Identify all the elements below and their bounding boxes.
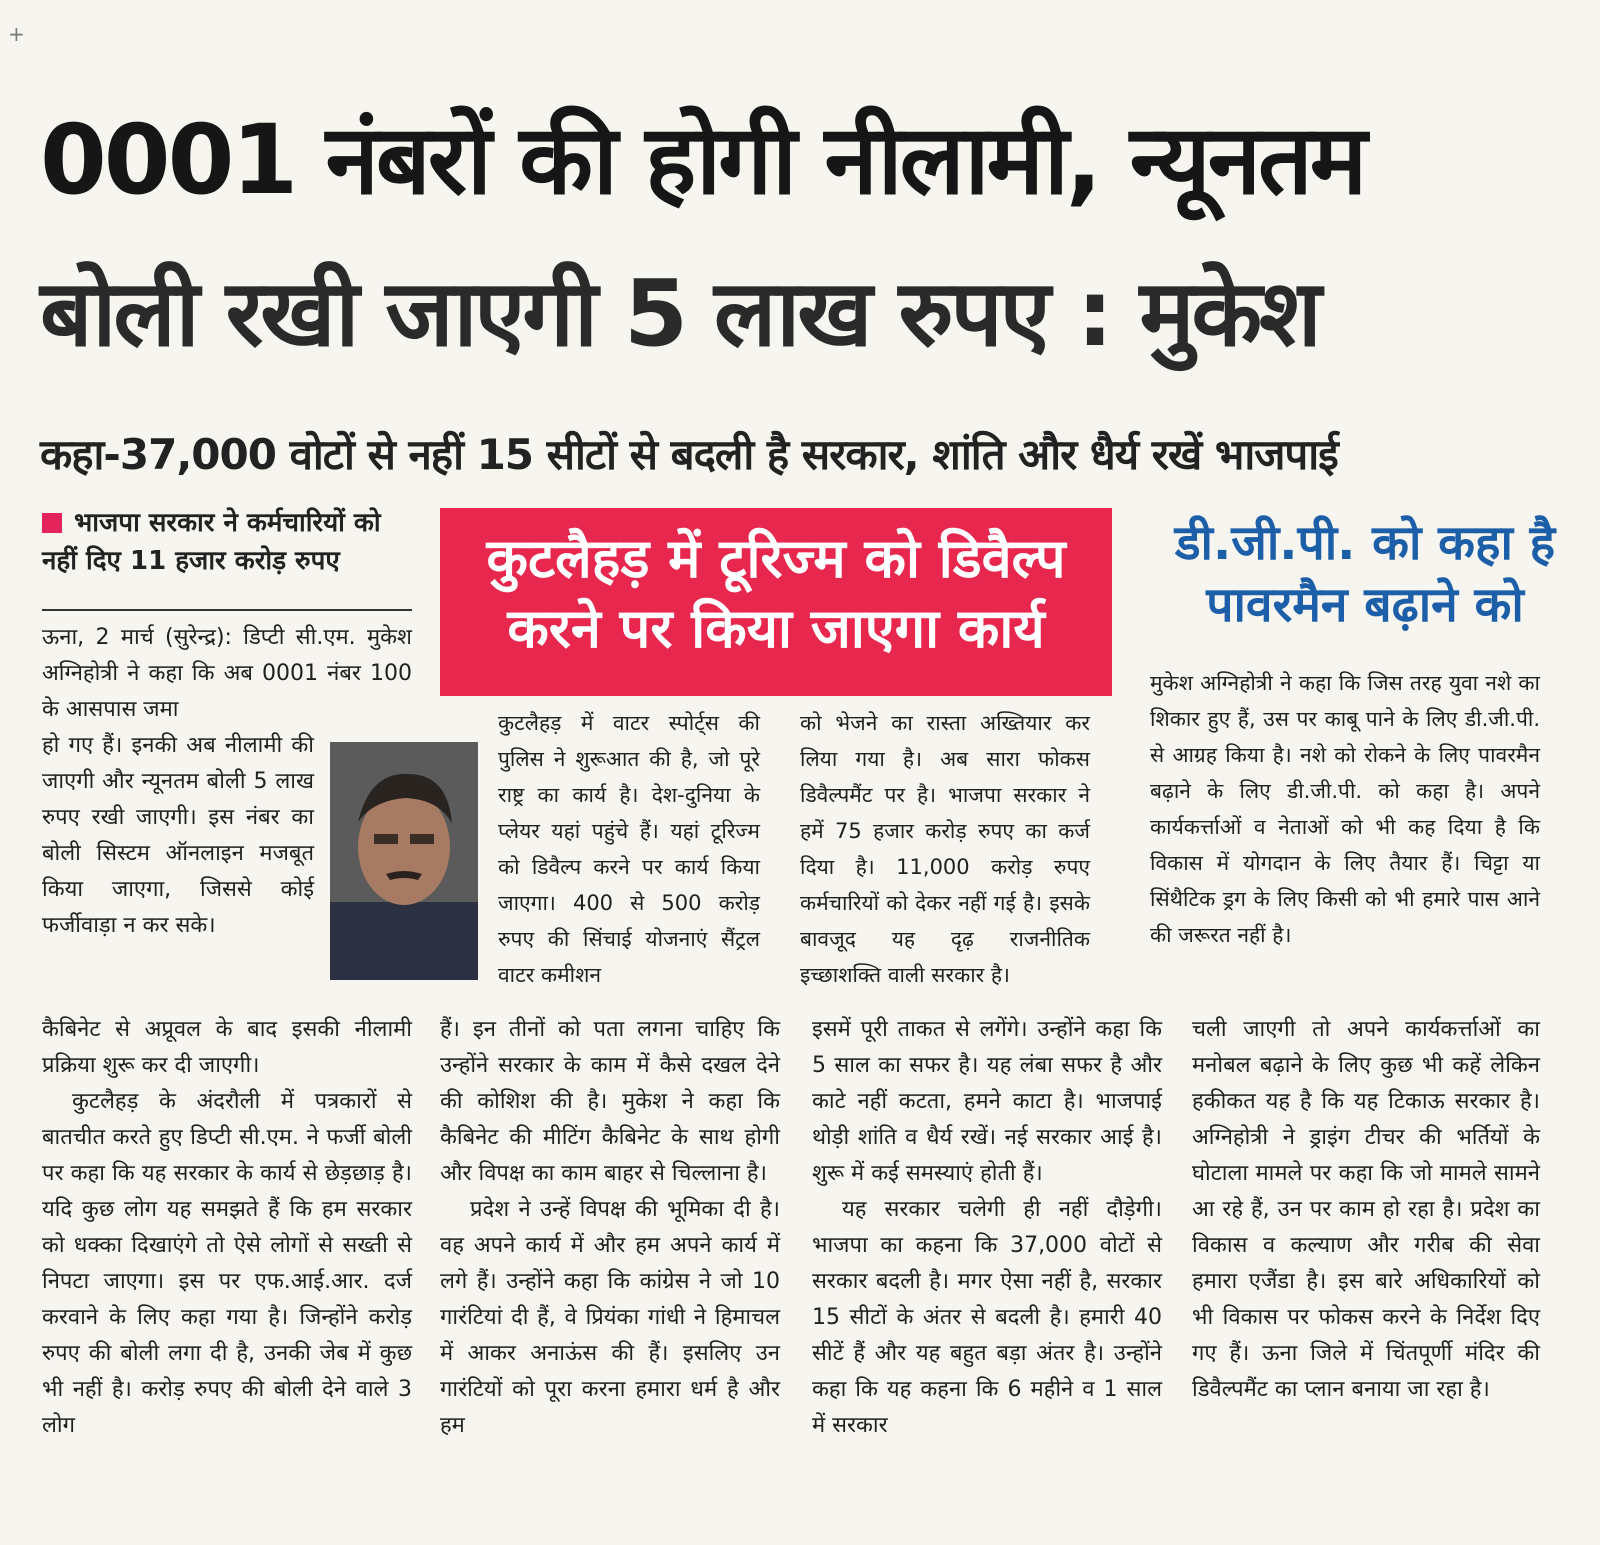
column-2-paragraph-2: प्रदेश ने उन्हें विपक्ष की भूमिका दी है। वह अपने कार्य में और हम अपने कार्य में लगे हैं। उन्होंने कहा कि कांग्रेस ने जो 10 गारंटियां दी हैं, वे प्रियंका गांधी ने हिमाचल में आकर अनाऊंस की हैं। इसलिए उन गारंटियों को पूरा करना हमारा धर्म है और हम [440, 1197, 780, 1438]
body-column-4 [1192, 1012, 1540, 1408]
side-column: मुकेश अग्निहोत्री ने कहा कि जिस तरह युवा नशे का शिकार हुए हैं, उस पर काबू पाने के लिए डी.जी.पी. से आग्रह किया है। नशे को रोकने के लिए पावरमैन बढ़ाने के लिए डी.जी.पी. को कहा है। अपने कार्यकर्त्ताओं व नेताओं को भी कह दिया है कि विकास में योगदान के लिए तैयार हैं। चिट्टा या सिंथैटिक ड्रग के लिए किसी को भी हमारे पास आने की जरूरत नहीं है। [1150, 671, 1540, 947]
column-3-paragraph-1: इसमें पूरी ताकत से लगेंगे। उन्होंने कहा कि 5 साल का सफर है। यह लंबा सफर है और काटे नहीं कटता, हमने काटा है। भाजपाई थोड़ी शांति व धैर्य रखें। नई सरकार आई है। शुरू में कई समस्याएं होती हैं। [812, 1017, 1162, 1186]
column-1-paragraph-2: कुटलैहड़ के अंदरौली में पत्रकारों से बातचीत करते हुए डिप्टी सी.एम. ने फर्जी बोली पर कहा कि यह सरकार के कार्य से छेड़छाड़ है। यदि कुछ लोग यह समझते हैं कि हम सरकार को धक्का दिखाएंगे तो ऐसे लोगों से सख्ती से निपटा जाएगा। इस पर एफ.आई.आर. दर्ज करवाने के लिए कहा गया है। जिन्होंने करोड़ रुपए की बोली लगा दी है, उनकी जेब में कुछ भी नहीं है। करोड़ रुपए की बोली देने वाले 3 लोग [42, 1089, 412, 1438]
column-3-paragraph-2: यह सरकार चलेगी ही नहीं दौड़ेगी। भाजपा का कहना कि 37,000 वोटों से सरकार बदली है। मगर ऐसा नहीं है, सरकार 15 सीटों के अंतर से बदली है। हमारी 40 सीटें हैं और यह बहुत बड़ा अंतर है। उन्होंने कहा कि यह कहना कि 6 महीने व 1 साल में सरकार [812, 1197, 1162, 1438]
body-column-1 [42, 1012, 412, 1444]
column-2-paragraph-1: हैं। इन तीनों को पता लगना चाहिए कि उन्होंने सरकार के काम में कैसे दखल देने की कोशिश की है। मुकेश ने कहा कि कैबिनेट की मीटिंग कैबिनेट के साथ होगी और विपक्ष का काम बाहर से चिल्लाना है। [440, 1017, 780, 1186]
side-heading: डी.जी.पी. को कहा है पावरमैन बढ़ाने को [1174, 515, 1556, 634]
box-column-1: कुटलैहड़ में वाटर स्पोर्ट्स की पुलिस ने शुरूआत की है, जो पूरे राष्ट्र का कार्य है। देश-दुनिया के प्लेयर यहां पहुंचे हैं। यहां टूरिज्म को डिवैल्प करने पर कार्य किया जाएगा। 400 से 500 करोड़ रुपए की सिंचाई योजनाएं सैंट्रल वाटर कमीशन [498, 711, 760, 987]
headline-line-1: 0001 नंबरों की होगी नीलामी, न्यूनतम [40, 104, 1365, 216]
column-1-paragraph-1: कैबिनेट से अप्रूवल के बाद इसकी नीलामी प्रक्रिया शुरू कर दी जाएगी। [42, 1017, 412, 1078]
box-column-2: को भेजने का रास्ता अख्तियार कर लिया गया है। अब सारा फोकस डिवैल्पमैंट पर है। भाजपा सरकार ने हमें 75 हजार करोड़ रुपए का कर्ज दिया है। 11,000 करोड़ रुपए कर्मचारियों को देकर नहीं गई है। इसके बावजूद यह दृढ़ राजनीतिक इच्छाशक्ति वाली सरकार है। [800, 711, 1090, 987]
registration-mark-icon: + [8, 22, 25, 46]
subheadline: कहा-37,000 वोटों से नहीं 15 सीटों से बदली है सरकार, शांति और धैर्य रखें भाजपाई [40, 430, 1338, 479]
column-4-paragraph-1: चली जाएगी तो अपने कार्यकर्त्ताओं का मनोबल बढ़ाने के लिए कुछ भी कहें लेकिन हकीकत यह है कि यह टिकाऊ सरकार है। अग्निहोत्री ने ड्राइंग टीचर की भर्तियों के घोटाला मामले पर कहा कि जो मामले सामने आ रहे हैं, उन पर काम हो रहा है। प्रदेश का विकास व कल्याण और गरीब की सेवा हमारा एजैंडा है। इस बारे अधिकारियों को भी विकास पर फोकस करने के निर्देश दिए गए हैं। ऊना जिले में चिंतपूर्णी मंदिर की डिवैल्पमैंट का प्लान बनाया जा रहा है। [1192, 1017, 1540, 1402]
kicker-divider [42, 609, 412, 611]
kicker-text: भाजपा सरकार ने कर्मचारियों को नहीं दिए 11 हजार करोड़ रुपए [42, 508, 381, 576]
portrait-photo [330, 742, 478, 980]
intro-paragraph-a: ऊना, 2 मार्च (सुरेन्द्र): डिप्टी सी.एम. मुकेश अग्निहोत्री ने कहा कि अब 0001 नंबर 100 के आसपास जमा [42, 625, 412, 722]
kicker [42, 505, 412, 580]
intro-paragraph-b: हो गए हैं। इनकी अब नीलामी की जाएगी और न्यूनतम बोली 5 लाख रुपए रखी जाएगी। इस नंबर का बोली सिस्टम ऑनलाइन मजबूत किया जाएगा, जिससे कोई फर्जीवाड़ा न कर सके। [42, 733, 314, 938]
bullet-square-icon [42, 513, 62, 533]
body-column-2 [440, 1012, 780, 1444]
headline-line-2: बोली रखी जाएगी 5 लाख रुपए : मुकेश [40, 260, 1319, 367]
box-heading: कुटलैहड़ में टूरिज्म को डिवैल्प करने पर किया जाएगा कार्य [440, 508, 1112, 696]
body-column-3 [812, 1012, 1162, 1444]
